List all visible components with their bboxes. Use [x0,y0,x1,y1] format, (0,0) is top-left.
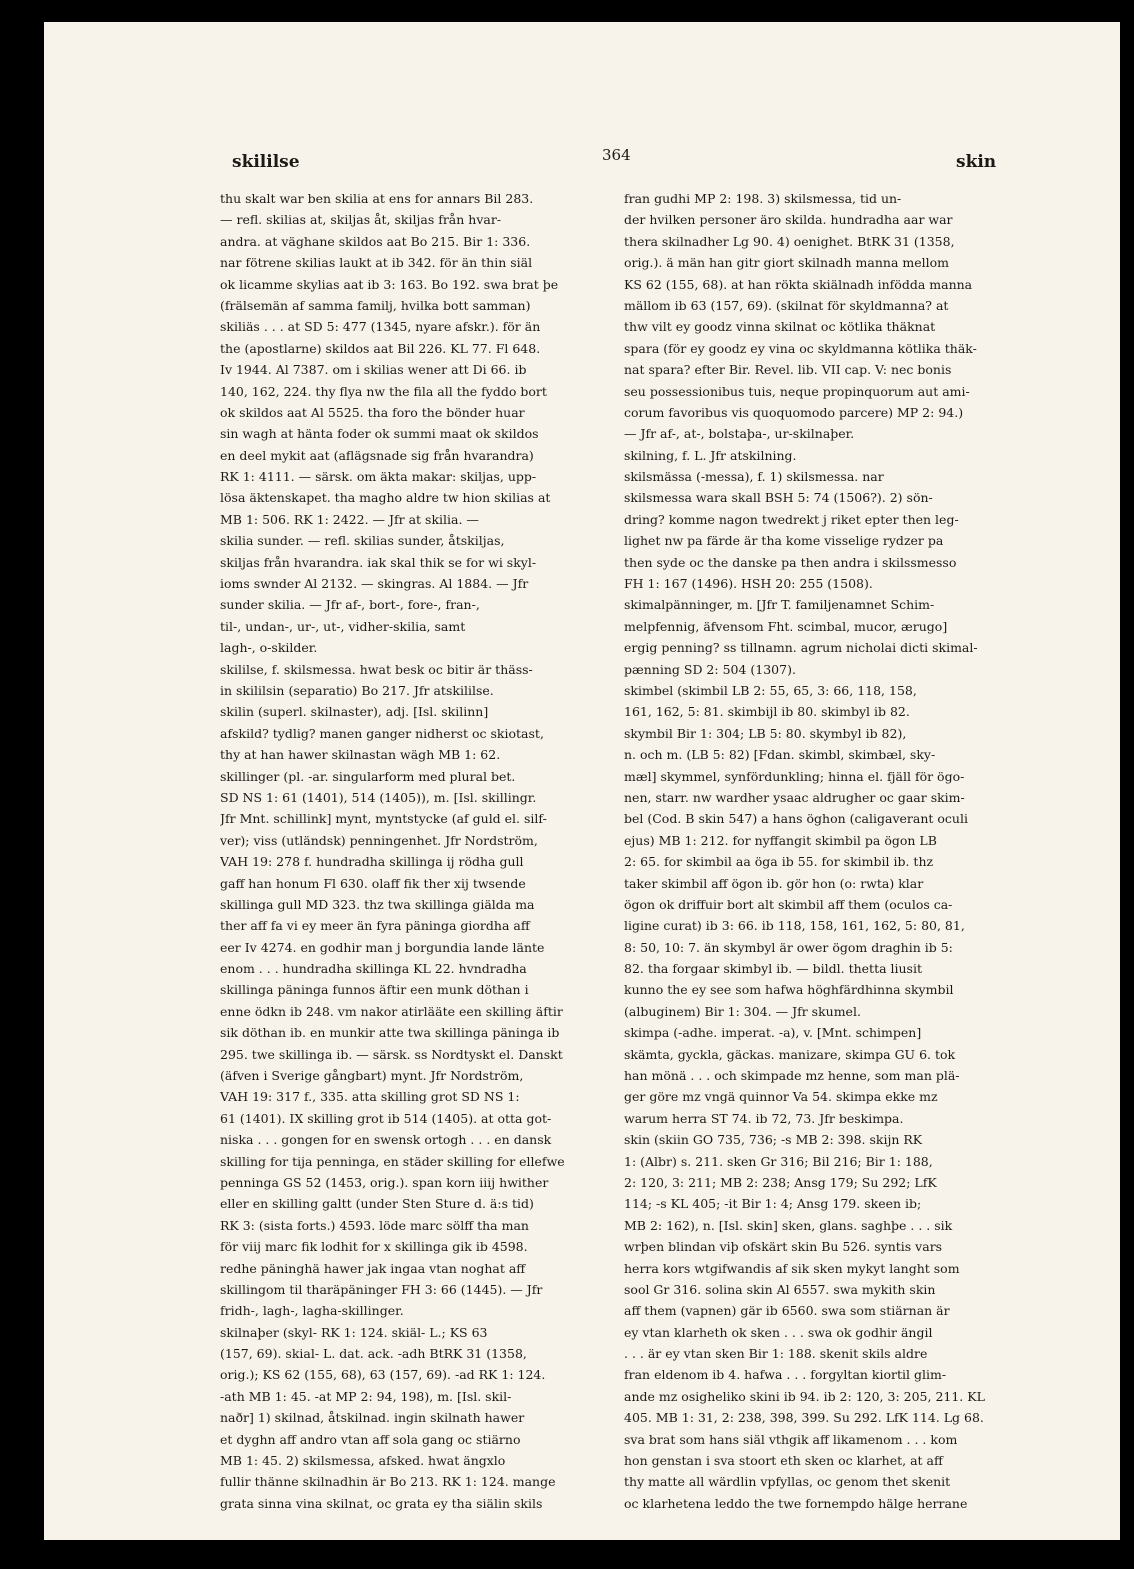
left-running-head: skililse [232,152,300,172]
entry-text-line: ergig penning? ss tillnamn. agrum nicholai dicti skimal- [624,640,978,656]
entry-text-line: thy at han hawer skilnastan wägh MB 1: 62. [220,747,501,763]
entry-text-line: skillinga päninga funnos äftir een munk döthan i [220,982,529,998]
entry-text-line: andra. at väghane skildos aat Bo 215. Bir 1: 336. [220,233,531,249]
entry-text-line: wrþen blindan viþ ofskärt skin Bu 526. syntis vars [624,1239,943,1255]
entry-text-line: lagh-, o-skilder. [220,640,318,656]
entry-text-line: KS 62 (155, 68). at han rökta skiälnadh infödda manna [624,276,973,292]
entry-text-line: MB 1: 45. 2) skilsmessa, afsked. hwat ängxlo [220,1453,506,1469]
entry-text-line: warum herra ST 74. ib 72, 73. Jfr beskimpa. [624,1110,904,1126]
entry-text-line: skimbel (skimbil LB 2: 55, 65, 3: 66, 118, 158, [624,682,917,698]
entry-text-line: skin (skiin GO 735, 736; -s MB 2: 398. skijn RK [624,1132,923,1148]
entry-text-line: lighet nw pa färde är tha kome visselige rydzer pa [624,533,944,549]
entry-text-line: ther aff fa vi ey meer än fyra päninga giordha aff [220,918,530,934]
entry-text-line: corum favoribus vis quoquomodo parcere) MP 2: 94.) [624,404,964,420]
entry-text-line: penninga GS 52 (1453, orig.). span korn iiij hwither [220,1174,549,1190]
entry-text-line: ver); viss (utländsk) penningenhet. Jfr Nordström, [220,832,538,848]
entry-text-line: aff them (vapnen) gär ib 6560. swa som stiärnan är [624,1303,950,1319]
entry-text-line: fran gudhi MP 2: 198. 3) skilsmessa, tid un- [624,191,902,206]
entry-text-line: orig.). ä män han gitr giort skilnadh manna mellom [624,255,950,271]
entry-text-line: taker skimbil aff ögon ib. gör hon (o: rwta) klar [624,875,924,891]
entry-text-line: (äfven i Sverige gångbart) mynt. Jfr Nordström, [220,1068,524,1084]
entry-text-line: in skililsin (separatio) Bo 217. Jfr atskililse. [220,682,494,698]
entry-text-line: (157, 69). skial- L. dat. ack. -adh BtRK 31 (1358, [220,1346,527,1362]
entry-text-line: ger göre mz vngä quinnor Va 54. skimpa ekke mz [624,1089,938,1105]
entry-text-line: eer Iv 4274. en godhir man j borgundia lande länte [220,939,545,955]
entry-text-line: skilsmässa (-messa), f. 1) skilsmessa. nar [624,469,884,485]
entry-text-line: fullir thänne skilnadhin är Bo 213. RK 1: 124. mange [220,1474,556,1490]
entry-text-line: Jfr Mnt. schillink] mynt, myntstycke (af guld el. silf- [220,811,547,827]
entry-text-line: herra kors wtgifwandis af sik sken mykyt langht som [624,1260,960,1276]
entry-text-line: 140, 162, 224. thy flya nw the fila all the fyddo bort [220,383,547,399]
entry-text-line: the (apostlarne) skildos aat Bil 226. KL 77. Fl 648. [220,340,541,356]
entry-text-line: kunno the ey see som hafwa höghfärdhinna skymbil [624,982,954,998]
entry-text-line: — Jfr af-, at-, bolstaþa-, ur-skilnaþer. [624,426,855,442]
entry-text-line: nat spara? efter Bir. Revel. lib. VII cap. V: nec bonis [624,362,952,378]
entry-text-line: afskild? tydlig? manen ganger nidherst oc skiotast, [220,725,544,741]
entry-text-line: et dyghn aff andro vtan aff sola gang oc stiärno [220,1431,521,1447]
entry-text-line: VAH 19: 317 f., 335. atta skilling grot SD NS 1: [220,1089,520,1105]
entry-text-line: RK 3: (sista forts.) 4593. löde marc sölff tha man [220,1217,529,1233]
entry-text-line: -ath MB 1: 45. -at MP 2: 94, 198), m. [Isl. skil- [220,1388,512,1404]
entry-text-line: ejus) MB 1: 212. for nyffangit skimbil pa ögon LB [624,832,937,848]
entry-text-line: gaff han honum Fl 630. olaff fik ther xij twsende [220,875,526,891]
entry-text-line: skilling for tija penninga, en städer skilling for ellefwe [220,1153,565,1169]
entry-text-line: sin wagh at hänta foder ok summi maat ok skildos [220,426,539,442]
right-running-head: skin [956,152,997,172]
entry-text-line: MB 2: 162), n. [Isl. skin] sken, glans. saghþe . . . sik [624,1217,953,1233]
page-number: 364 [602,146,631,164]
entry-text-line: VAH 19: 278 f. hundradha skillinga ij rödha gull [220,854,524,870]
entry-text-line: skililse, f. skilsmessa. hwat besk oc bitir är thäss- [220,661,533,677]
entry-text-line: bel (Cod. B skin 547) a hans öghon (caligaverant oculi [624,811,968,827]
entry-text-line: lösa äktenskapet. tha magho aldre tw hion skilias at [220,490,551,506]
entry-text-line: enne ödkn ib 248. vm nakor atirlääte een skilling äftir [220,1003,563,1019]
entry-text-line: 161, 162, 5: 81. skimbijl ib 80. skimbyl ib 82. [624,704,910,720]
entry-text-line: skilnaþer (skyl- RK 1: 124. skiäl- L.; KS 63 [220,1324,488,1340]
left-column [220,188,598,1514]
entry-text-line: sunder skilia. — Jfr af-, bort-, fore-, fran-, [220,597,480,613]
entry-text-line: ok licamme skylias aat ib 3: 163. Bo 192. swa brat þe [220,276,559,292]
dictionary-page [44,22,1120,1540]
entry-text-line: ögon ok driffuir bort alt skimbil aff them (oculos ca- [624,896,953,912]
entry-text-line: nen, starr. nw wardher ysaac aldrugher oc gaar skim- [624,789,965,805]
entry-text-line: FH 1: 167 (1496). HSH 20: 255 (1508). [624,576,873,592]
entry-text-line: thy matte all wärdlin vpfyllas, oc genom thet skenit [624,1474,951,1490]
entry-text-line: 8: 50, 10: 7. än skymbyl är ower ögom draghin ib 5: [624,939,953,955]
right-column [624,188,1002,1514]
entry-text-line: SD NS 1: 61 (1401), 514 (1405)), m. [Isl. skillingr. [220,789,537,805]
entry-text-line: (frälsemän af samma familj, hvilka bott samman) [220,297,531,313]
entry-text-line: mällom ib 63 (157, 69). (skilnat för skyldmanna? at [624,297,949,313]
entry-text-line: til-, undan-, ur-, ut-, vidher-skilia, samt [220,618,466,634]
entry-text-line: en deel mykit aat (aflägsnade sig från hvarandra) [220,447,534,463]
entry-text-line: ligine curat) ib 3: 66. ib 118, 158, 161, 162, 5: 80, 81, [624,918,965,934]
entry-text-line: spara (för ey goodz ey vina oc skyldmanna kötlika thäk- [624,340,977,356]
entry-text-line: skilsmessa wara skall BSH 5: 74 (1506?). 2) sön- [624,490,933,506]
entry-text-line: för viij marc fik lodhit for x skillinga gik ib 4598. [220,1239,528,1255]
entry-text-line: (albuginem) Bir 1: 304. — Jfr skumel. [624,1003,861,1019]
entry-text-line: then syde oc the danske pa then andra i skilssmesso [624,554,957,570]
entry-text-line: eller en skilling galtt (under Sten Sture d. ä:s tid) [220,1196,534,1212]
entry-text-line: pænning SD 2: 504 (1307). [624,661,796,677]
entry-text-line: hon genstan i sva stoort eth sken oc klarhet, at aff [624,1453,943,1469]
entry-text-line: 2: 120, 3: 211; MB 2: 238; Ansg 179; Su 292; LfK [624,1174,937,1190]
entry-text-line: ande mz osigheliko skini ib 94. ib 2: 120, 3: 205, 211. KL [624,1388,985,1404]
entry-text-line: sva brat som hans siäl vthgik aff likamenom . . . kom [624,1431,958,1447]
entry-text-line: skilin (superl. skilnaster), adj. [Isl. skilinn] [220,704,489,720]
entry-text-line: 1: (Albr) s. 211. sken Gr 316; Bil 216; Bir 1: 188, [624,1153,933,1169]
entry-text-line: skillinga gull MD 323. thz twa skillinga giälda ma [220,896,535,912]
entry-text-line: han mönä . . . och skimpade mz henne, som man plä- [624,1068,960,1084]
entry-text-line: 2: 65. for skimbil aa öga ib 55. for skimbil ib. thz [624,854,934,870]
entry-text-line: n. och m. (LB 5: 82) [Fdan. skimbl, skimbæl, sky- [624,747,936,763]
entry-text-line: skillingom til tharäpäninger FH 3: 66 (1445). — Jfr [220,1281,543,1297]
entry-text-line: thw vilt ey goodz vinna skilnat oc kötlika thäknat [624,319,936,335]
entry-text-line: fridh-, lagh-, lagha-skillinger. [220,1303,404,1319]
entry-text-line: mæl] skymmel, synfördunkling; hinna el. fjäll för ögo- [624,768,965,784]
entry-text-line: nar fötrene skilias laukt at ib 342. för än thin siäl [220,255,533,271]
entry-text-line: niska . . . gongen for en swensk ortogh . . . en dansk [220,1132,552,1148]
entry-text-line: dring? komme nagon twedrekt j riket epter then leg- [624,511,959,527]
entry-text-line: . . . är ey vtan sken Bir 1: 188. skenit skils aldre [624,1346,928,1362]
entry-text-line: enom . . . hundradha skillinga KL 22. hvndradha [220,961,527,977]
entry-text-line: fran eldenom ib 4. hafwa . . . forgyltan kiortil glim- [624,1367,947,1383]
entry-text-line: skillinger (pl. -ar. singularform med plural bet. [220,768,516,784]
entry-text-line: grata sinna vina skilnat, oc grata ey tha siälin skils [220,1495,543,1511]
entry-text-line: ey vtan klarheth ok sken . . . swa ok godhir ängil [624,1324,933,1340]
entry-text-line: skilia sunder. — refl. skilias sunder, åtskiljas, [220,533,505,549]
entry-text-line: skimalpänninger, m. [Jfr T. familjenamnet Schim- [624,597,935,613]
entry-text-line: 405. MB 1: 31, 2: 238, 398, 399. Su 292. LfK 114. Lg 68. [624,1410,984,1426]
entry-text-line: naðr] 1) skilnad, åtskilnad. ingin skilnath hawer [220,1410,525,1426]
entry-text-line: sik döthan ib. en munkir atte twa skillinga päninga ib [220,1025,560,1041]
entry-text-line: sool Gr 316. solina skin Al 6557. swa mykith skin [624,1281,936,1297]
entry-text-line: skämta, gyckla, gäckas. manizare, skimpa GU 6. tok [624,1046,956,1062]
entry-text-line: 82. tha forgaar skimbyl ib. — bildl. thetta liusit [624,961,922,977]
entry-text-line: 295. twe skillinga ib. — särsk. ss Nordtyskt el. Danskt [220,1046,563,1062]
entry-text-line: ioms swnder Al 2132. — skingras. Al 1884. — Jfr [220,576,529,592]
entry-text-line: — refl. skilias at, skiljas åt, skiljas från hvar- [220,212,502,228]
entry-text-line: RK 1: 4111. — särsk. om äkta makar: skiljas, upp- [220,469,537,485]
entry-text-line: skilning, f. L. Jfr atskilning. [624,447,797,463]
entry-text-line: skymbil Bir 1: 304; LB 5: 80. skymbyl ib 82), [624,725,907,741]
entry-text-line: redhe päninghä hawer jak ingaa vtan noghat aff [220,1260,526,1276]
entry-text-line: der hvilken personer äro skilda. hundradha aar war [624,212,953,228]
entry-text-line: 114; -s KL 405; -it Bir 1: 4; Ansg 179. skeen ib; [624,1196,922,1212]
entry-text-line: 61 (1401). IX skilling grot ib 514 (1405). at otta got- [220,1110,552,1126]
entry-text-line: thera skilnadher Lg 90. 4) oenighet. BtRK 31 (1358, [624,233,955,249]
entry-text-line: ok skildos aat Al 5525. tha foro the bönder huar [220,404,525,420]
entry-text-line: skiliäs . . . at SD 5: 477 (1345, nyare afskr.). för än [220,319,541,335]
entry-text-line: MB 1: 506. RK 1: 2422. — Jfr at skilia. — [220,511,479,527]
entry-text-line: skimpa (-adhe. imperat. -a), v. [Mnt. schimpen] [624,1025,922,1041]
entry-text-line: orig.); KS 62 (155, 68), 63 (157, 69). -ad RK 1: 124. [220,1367,546,1383]
entry-text-line: seu possessionibus tuis, neque propinquorum aut ami- [624,383,970,399]
entry-text-line: melpfennig, äfvensom Fht. scimbal, mucor, ærugo] [624,618,948,634]
entry-text-line: oc klarhetena leddo the twe fornempdo hälge herrane [624,1495,968,1511]
entry-text-line: skiljas från hvarandra. iak skal thik se for wi skyl- [220,554,537,570]
entry-text-line: Iv 1944. Al 7387. om i skilias wener att Di 66. ib [220,362,527,378]
entry-text-line: thu skalt war ben skilia at ens for annars Bil 283. [220,191,534,206]
